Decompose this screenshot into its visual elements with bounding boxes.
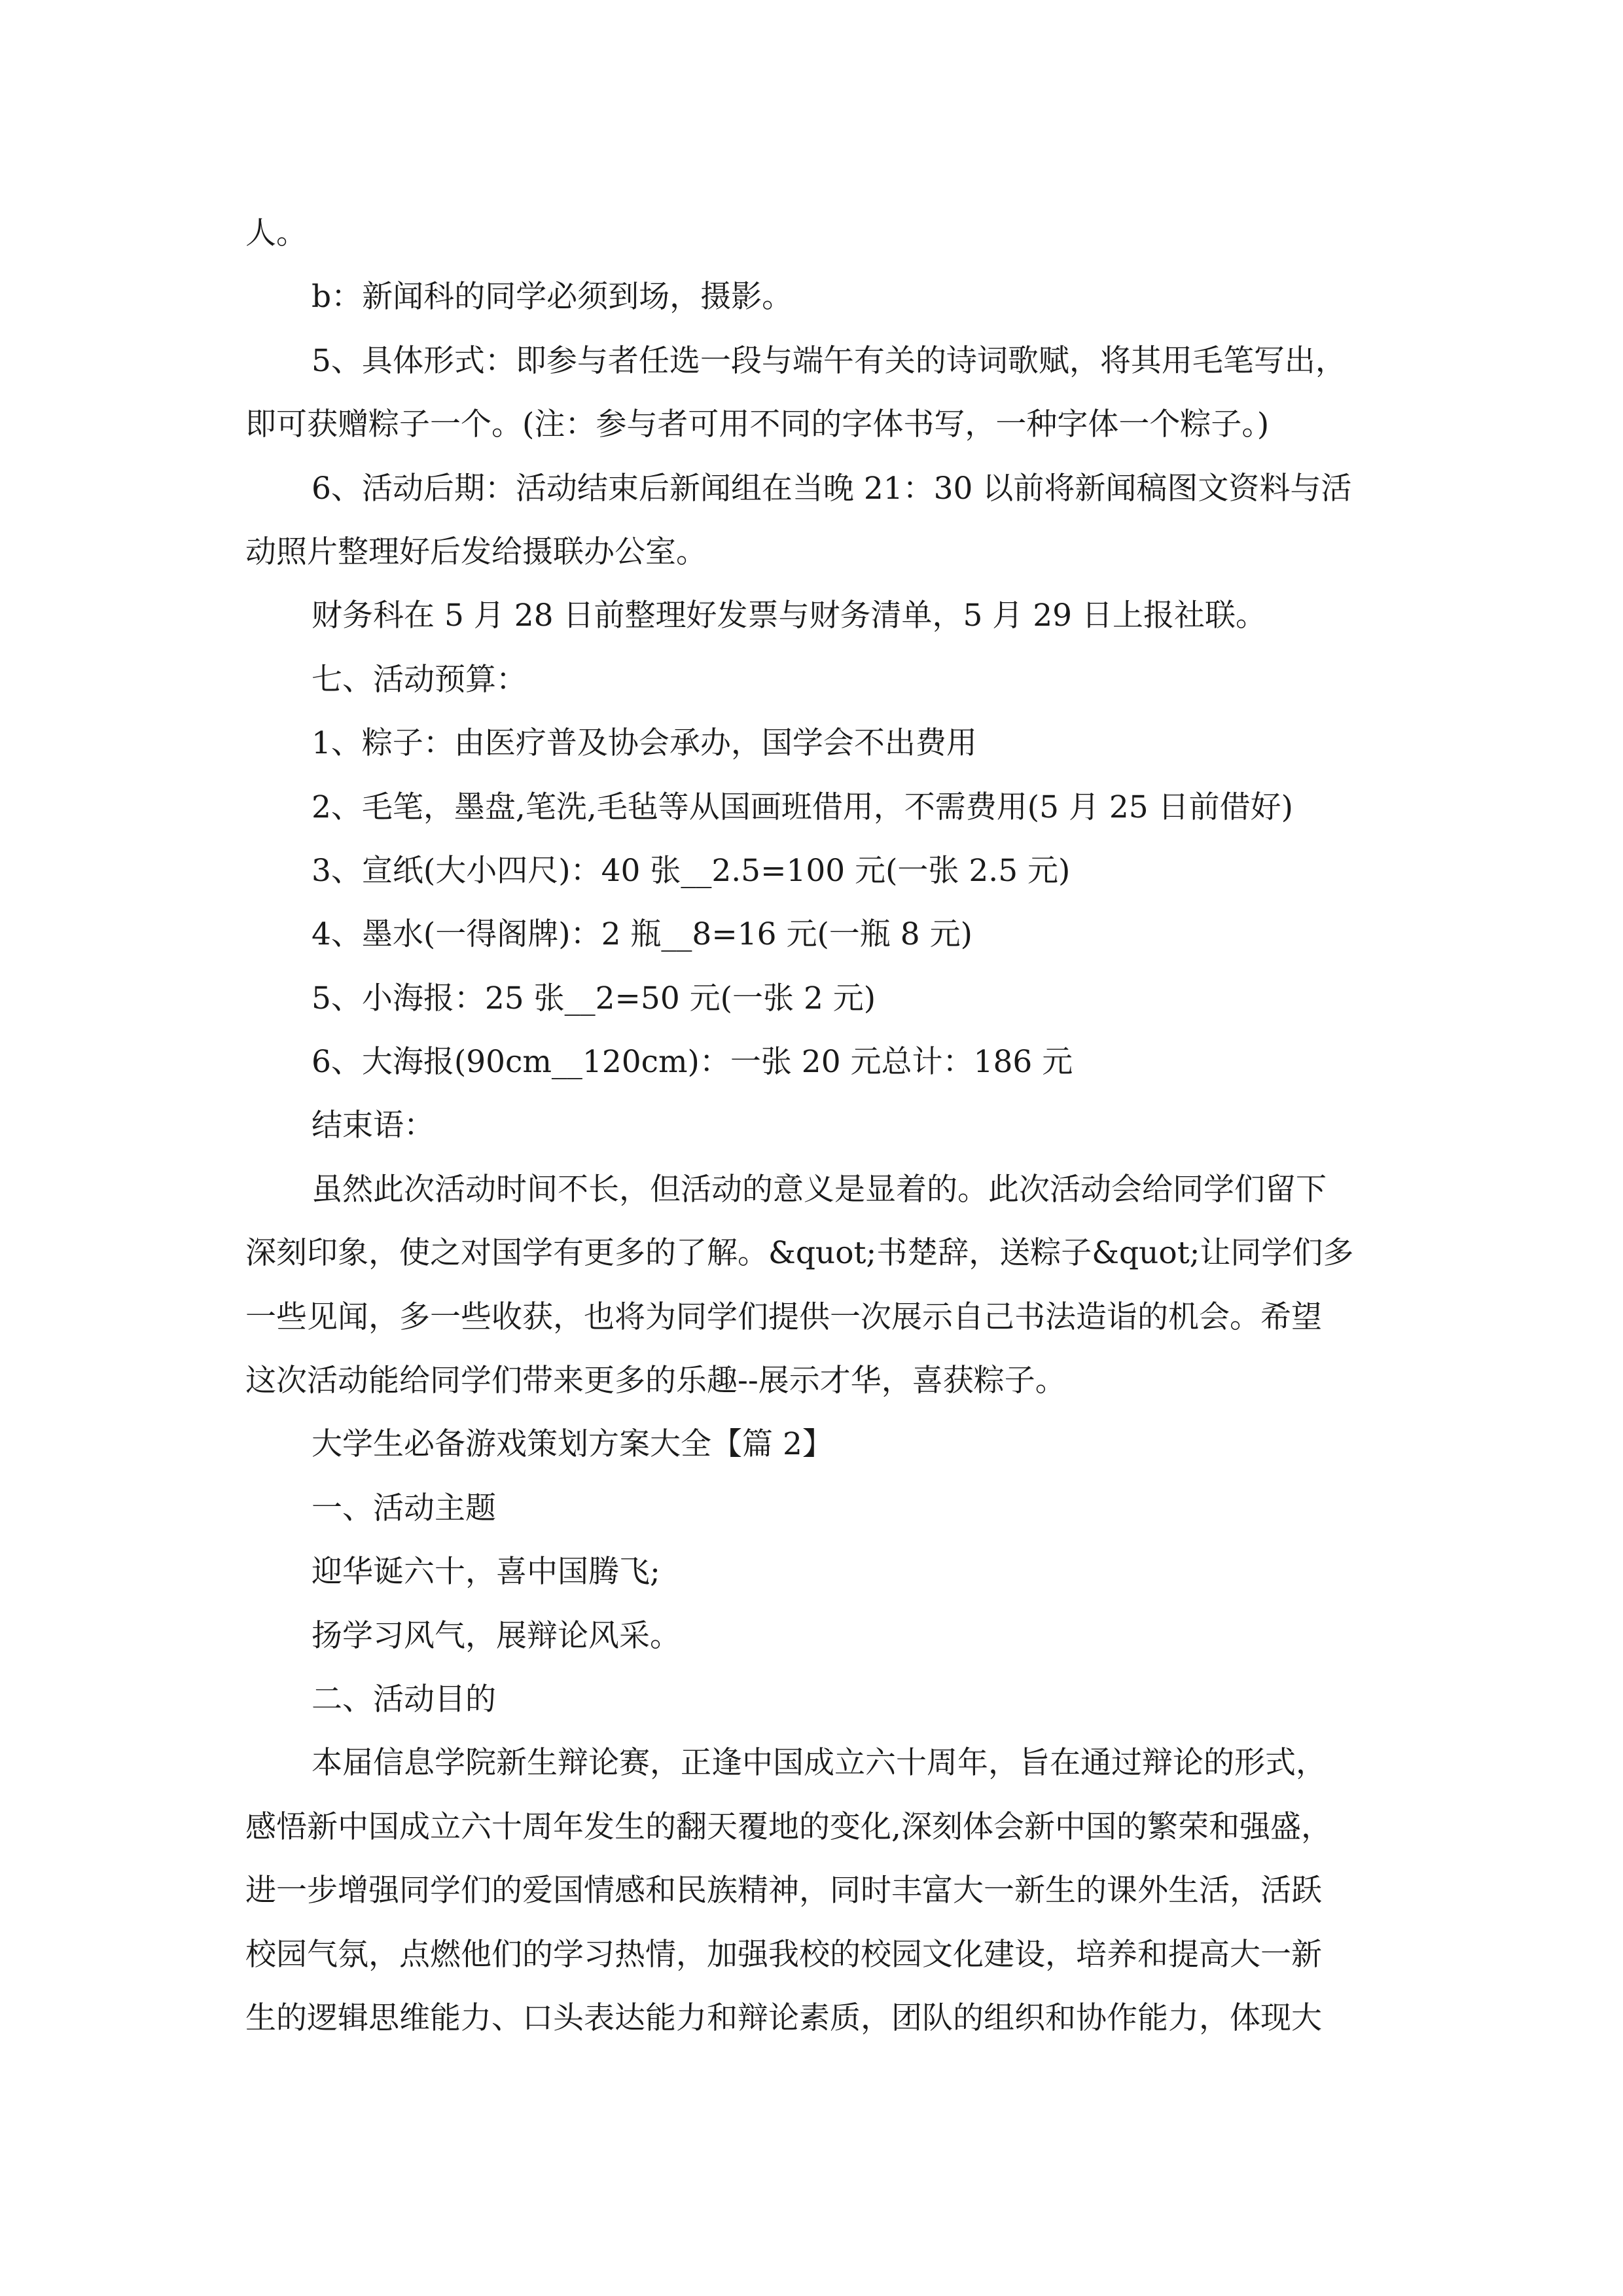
text-line: 6、活动后期：活动结束后新闻组在当晚 21：30 以前将新闻稿图文资料与活 [312,470,1352,507]
text-line: 即可获赠粽子一个。(注：参与者可用不同的字体书写，一种字体一个粽子。) [245,406,1270,443]
text-line: 大学生必备游戏策划方案大全【篇 2】 [312,1426,833,1463]
text-line: 5、小海报：25 张__2=50 元(一张 2 元) [312,980,876,1016]
text-line: 生的逻辑思维能力、口头表达能力和辩论素质，团队的组织和协作能力，体现大 [245,2000,1322,2036]
text-line: 迎华诞六十，喜中国腾飞; [312,1554,660,1590]
text-line: 一些见闻，多一些收获，也将为同学们提供一次展示自己书法造诣的机会。希望 [245,1299,1322,1335]
text-line: 校园气氛，点燃他们的学习热情，加强我校的校园文化建设，培养和提高大一新 [245,1936,1322,1973]
text-line: 七、活动预算： [312,661,527,698]
text-line: 感悟新中国成立六十周年发生的翻天覆地的变化,深刻体会新中国的繁荣和强盛， [245,1808,1332,1845]
text-line: 财务科在 5 月 28 日前整理好发票与财务清单，5 月 29 日上报社联。 [312,598,1266,634]
document-body [245,202,1378,2050]
text-line: 人。 [245,215,307,251]
text-line: 4、墨水(一得阁牌)：2 瓶__8=16 元(一瓶 8 元) [312,916,972,953]
text-line: 进一步增强同学们的爱国情感和民族精神，同时丰富大一新生的课外生活，活跃 [245,1873,1322,1909]
text-line: 1、粽子：由医疗普及协会承办，国学会不出费用 [312,725,977,762]
text-line: 扬学习风气，展辩论风采。 [312,1617,681,1654]
text-line: 6、大海报(90cm__120cm)：一张 20 元总计：186 元 [312,1044,1073,1081]
text-line: 这次活动能给同学们带来更多的乐趣--展示才华，喜获粽子。 [245,1363,1066,1399]
text-line: 本届信息学院新生辩论赛，正逢中国成立六十周年，旨在通过辩论的形式， [312,1745,1327,1782]
text-line: 3、宣纸(大小四尺)：40 张__2.5=100 元(一张 2.5 元) [312,852,1071,889]
text-line: 虽然此次活动时间不长，但活动的意义是显着的。此次活动会给同学们留下 [312,1171,1327,1208]
text-line: 5、具体形式：即参与者任选一段与端午有关的诗词歌赋，将其用毛笔写出， [312,342,1346,379]
text-line: 一、活动主题 [312,1490,496,1526]
text-line: b：新闻科的同学必须到场，摄影。 [312,279,793,315]
text-line: 二、活动目的 [312,1681,496,1717]
text-line: 动照片整理好后发给摄联办公室。 [245,533,707,570]
text-line: 2、毛笔，墨盘,笔洗,毛毡等从国画班借用，不需费用(5 月 25 日前借好) [312,789,1293,825]
text-line: 结束语： [312,1107,435,1144]
text-line: 深刻印象，使之对国学有更多的了解。&quot;书楚辞，送粽子&quot;让同学们多 [245,1235,1354,1272]
